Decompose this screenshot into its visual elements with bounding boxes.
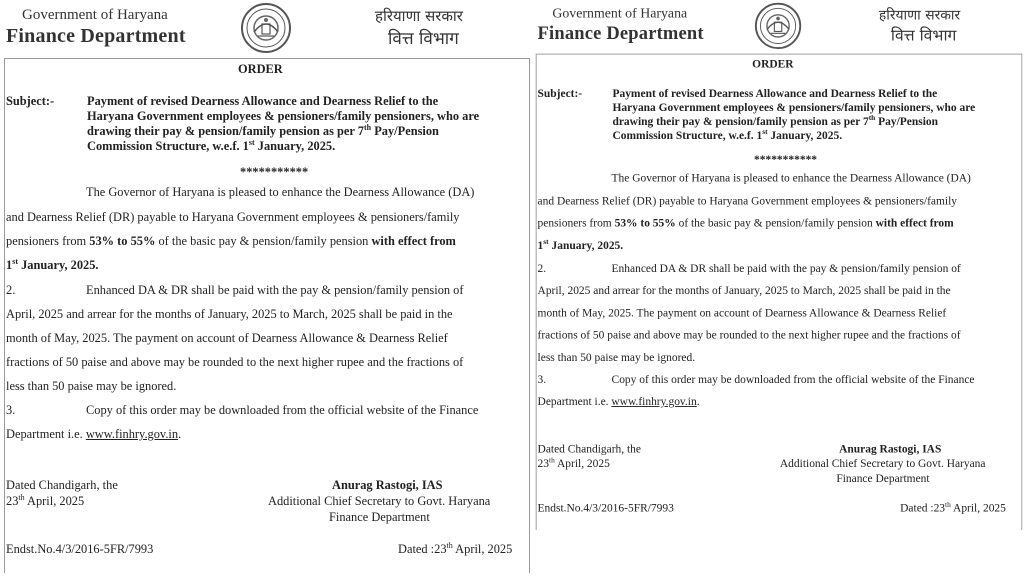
para1-effect: with effect from (875, 216, 954, 230)
para3-text: . (178, 427, 182, 441)
endorsement-number: Endst.No.4/3/2016-5FR/7993 (6, 542, 154, 556)
subject-line: Payment of revised Dearness Allowance and Dearness Relief to the (612, 86, 938, 100)
para1-line (538, 216, 954, 230)
para2-line: less than 50 paise may be ignored. (6, 379, 177, 393)
header-department-en: Finance Department (537, 23, 704, 44)
dated-place: Dated Chandigarh, the (537, 442, 641, 456)
para2-line: month of May, 2025. The payment on account of Dearness Allowance & Dearness Relief (6, 331, 448, 345)
dated-date: 23th April, 2025 (6, 492, 85, 508)
document-copy-right (532, 0, 1024, 576)
para2-line: Enhanced DA & DR shall be paid with the pay & pension/family pension of (611, 261, 961, 275)
order-title: ORDER (238, 62, 283, 76)
para1-text: of the basic pay & pension/family pension (675, 216, 876, 230)
header-department-hi: वित्त विभाग (890, 26, 957, 46)
signatory-department: Finance Department (329, 510, 430, 524)
header-government-en: Government of Haryana (22, 7, 168, 23)
para2-line: month of May, 2025. The payment on account of Dearness Allowance & Dearness Relief (537, 306, 947, 320)
dated-date: 23th April, 2025 (537, 455, 610, 470)
para2-number: 2. (6, 283, 16, 297)
subject-line: drawing their pay & pension/family pension as per 7th Pay/Pension (612, 113, 939, 128)
para2-line: April, 2025 and arrear for the months of January, 2025 to March, 2025 shall be paid in the (6, 307, 453, 321)
finance-website-link[interactable]: www.finhry.gov.in (611, 394, 697, 408)
para2-line: fractions of 50 paise and above may be rounded to the next higher rupee and the fractions of (537, 328, 961, 342)
subject-label: Subject:- (537, 86, 583, 100)
header-government-hi: हरियाणा सरकार (375, 7, 463, 25)
signatory-department: Finance Department (836, 471, 930, 485)
subject-line: Commission Structure, w.e.f. 1st January, 2025. (87, 137, 336, 153)
para2-line: Enhanced DA & DR shall be paid with the pay & pension/family pension of (86, 283, 464, 297)
document-inner (532, 0, 1024, 533)
header-government-en: Government of Haryana (552, 6, 688, 22)
para1-percent: 53% to 55% (89, 234, 156, 248)
para2-line: April, 2025 and arrear for the months of January, 2025 to March, 2025 shall be paid in the (537, 283, 951, 297)
para1-percent: 53% to 55% (614, 216, 676, 230)
para3-line: Copy of this order may be downloaded from the official website of the Finance (86, 403, 479, 417)
para1-line: 1st January, 2025. (6, 256, 99, 272)
subject-line: drawing their pay & pension/family pension as per 7th Pay/Pension (87, 122, 439, 138)
separator: *********** (240, 165, 309, 179)
finance-website-link[interactable]: www.finhry.gov.in (85, 427, 179, 441)
subject-label: Subject:- (6, 94, 55, 108)
haryana-emblem-icon (237, 2, 295, 54)
header-department-en: Finance Department (6, 25, 186, 47)
para3-number: 3. (537, 372, 547, 386)
endorsement-date: Dated :23th April, 2025 (398, 540, 513, 556)
signatory-title: Additional Chief Secretary to Govt. Haryana (268, 494, 491, 508)
para2-number: 2. (537, 261, 547, 275)
para1-line: and Dearness Relief (DR) payable to Haryana Government employees & pensioners/family (6, 210, 460, 224)
header-government-hi: हरियाणा सरकार (878, 6, 961, 24)
para3-line: Copy of this order may be downloaded from the official website of the Finance (611, 372, 975, 386)
dated-place: Dated Chandigarh, the (6, 478, 118, 492)
para2-line: less than 50 paise may be ignored. (537, 350, 696, 364)
para1-line: The Governor of Haryana is pleased to enhance the Dearness Allowance (DA) (611, 171, 971, 185)
para2-line: fractions of 50 paise and above may be rounded to the next higher rupee and the fractions of (6, 355, 464, 369)
endorsement-number: Endst.No.4/3/2016-5FR/7993 (537, 501, 674, 515)
para3-text: . (696, 394, 700, 408)
order-title: ORDER (752, 57, 794, 71)
subject-line: Commission Structure, w.e.f. 1st January, 2025. (612, 127, 843, 142)
subject-line: Haryana Government employees & pensioners/family pensioners, who are (87, 109, 480, 123)
subject-line: Payment of revised Dearness Allowance and Dearness Relief to the (87, 94, 439, 108)
signatory-name: Anurag Rastogi, IAS (332, 478, 443, 492)
signatory-name: Anurag Rastogi, IAS (839, 442, 942, 456)
para3-text: Department i.e. (537, 394, 612, 408)
para1-text: of the basic pay & pension/family pension (155, 234, 372, 248)
para1-text: pensioners from (6, 234, 90, 248)
header-department-hi: वित्त विभाग (388, 29, 459, 49)
para3-line (538, 395, 700, 409)
endorsement-date: Dated :23th April, 2025 (900, 500, 1006, 515)
signatory-title: Additional Chief Secretary to Govt. Haryana (779, 456, 986, 470)
separator: *********** (754, 152, 818, 166)
para1-text: pensioners from (537, 216, 615, 230)
para3-line (6, 427, 181, 442)
haryana-emblem-icon (751, 2, 805, 50)
subject-line: Haryana Government employees & pensioners/family pensioners, who are (612, 100, 976, 114)
para1-effect: with effect from (371, 234, 456, 248)
para1-line: and Dearness Relief (DR) payable to Haryana Government employees & pensioners/family (537, 194, 958, 208)
para1-line (6, 234, 456, 249)
para1-line: 1st January, 2025. (537, 237, 624, 252)
para3-number: 3. (6, 403, 16, 417)
para3-text: Department i.e. (6, 427, 86, 441)
para1-line: The Governor of Haryana is pleased to enhance the Dearness Allowance (DA) (86, 185, 475, 199)
